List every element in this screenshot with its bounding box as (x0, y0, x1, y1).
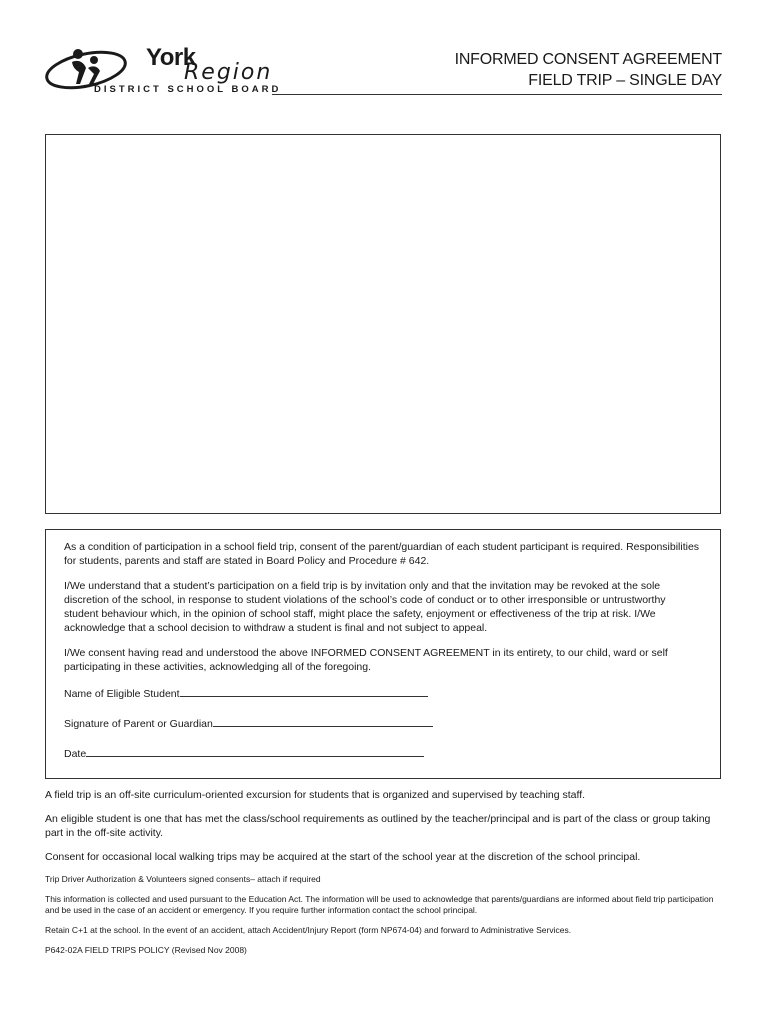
signature-line[interactable] (213, 715, 433, 727)
logo-board-text: DISTRICT SCHOOL BOARD (94, 84, 282, 95)
privacy-notice: This information is collected and used pursuant to the Education Act. The information will be used to acknowledge that parents/guardians are informed about field trip participation and be used in the case of an accident or emergency. If you require further information contact the school principal. (45, 894, 714, 915)
student-name-line[interactable] (180, 685, 428, 697)
consent-paragraph-3: I/We consent having read and understood the above INFORMED CONSENT AGREEMENT in its entirety, to our child, ward or self participating in these activities, acknowledging all of the foregoing. (64, 647, 668, 673)
date-label: Date (64, 748, 87, 760)
signature-field[interactable] (64, 715, 702, 731)
title-underline (272, 94, 722, 95)
trip-details-box (45, 134, 721, 514)
driver-authorization-note: Trip Driver Authorization & Volunteers signed consents– attach if required (45, 874, 321, 884)
retention-note: Retain C+1 at the school. In the event of an accident, attach Accident/Injury Report (form NP674-04) and forward to Administrative Services. (45, 925, 572, 935)
form-title: INFORMED CONSENT AGREEMENT (454, 51, 722, 68)
form-subtitle: FIELD TRIP – SINGLE DAY (528, 72, 722, 89)
eligible-student-definition: An eligible student is one that has met the class/school requirements as outlined by the teacher/principal and is part of the class or group taking part in the off-site activity. (45, 813, 711, 839)
logo-region-text: Region (184, 60, 273, 85)
date-line[interactable] (86, 745, 424, 757)
consent-paragraph-1: As a condition of participation in a school field trip, consent of the parent/guardian of each student participant is required. Responsibilities for students, parents and staff are stated in Board Policy and Procedure # 642. (64, 541, 700, 567)
logo-york-text: York (146, 44, 196, 71)
student-name-field[interactable] (64, 685, 702, 701)
consent-paragraph-2: I/We understand that a student’s participation on a field trip is by invitation only and that the invitation may be revoked at the sole discretion of the school, in response to student violations of the school’s code of conduct or to other irresponsible or untrustworthy student behaviour which, in the opinion of school staff, might place the safety, enjoyment or effectiveness of the trip at risk. I/We acknowledge that a school decision to withdraw a student is final and not subject to appeal. (64, 580, 666, 634)
notes-section (45, 788, 725, 965)
walking-trips-note: Consent for occasional local walking trips may be acquired at the start of the school year at the discretion of the school principal. (45, 851, 641, 863)
form-code: P642-02A FIELD TRIPS POLICY (Revised Nov 2008) (45, 945, 247, 955)
consent-section (45, 529, 721, 779)
field-trip-definition: A field trip is an off-site curriculum-oriented excursion for students that is organized and supervised by teaching staff. (45, 789, 586, 801)
date-field[interactable] (64, 745, 702, 761)
york-region-logo (42, 44, 282, 100)
student-name-label: Name of Eligible Student (64, 688, 180, 700)
signature-label: Signature of Parent or Guardian (64, 718, 213, 730)
